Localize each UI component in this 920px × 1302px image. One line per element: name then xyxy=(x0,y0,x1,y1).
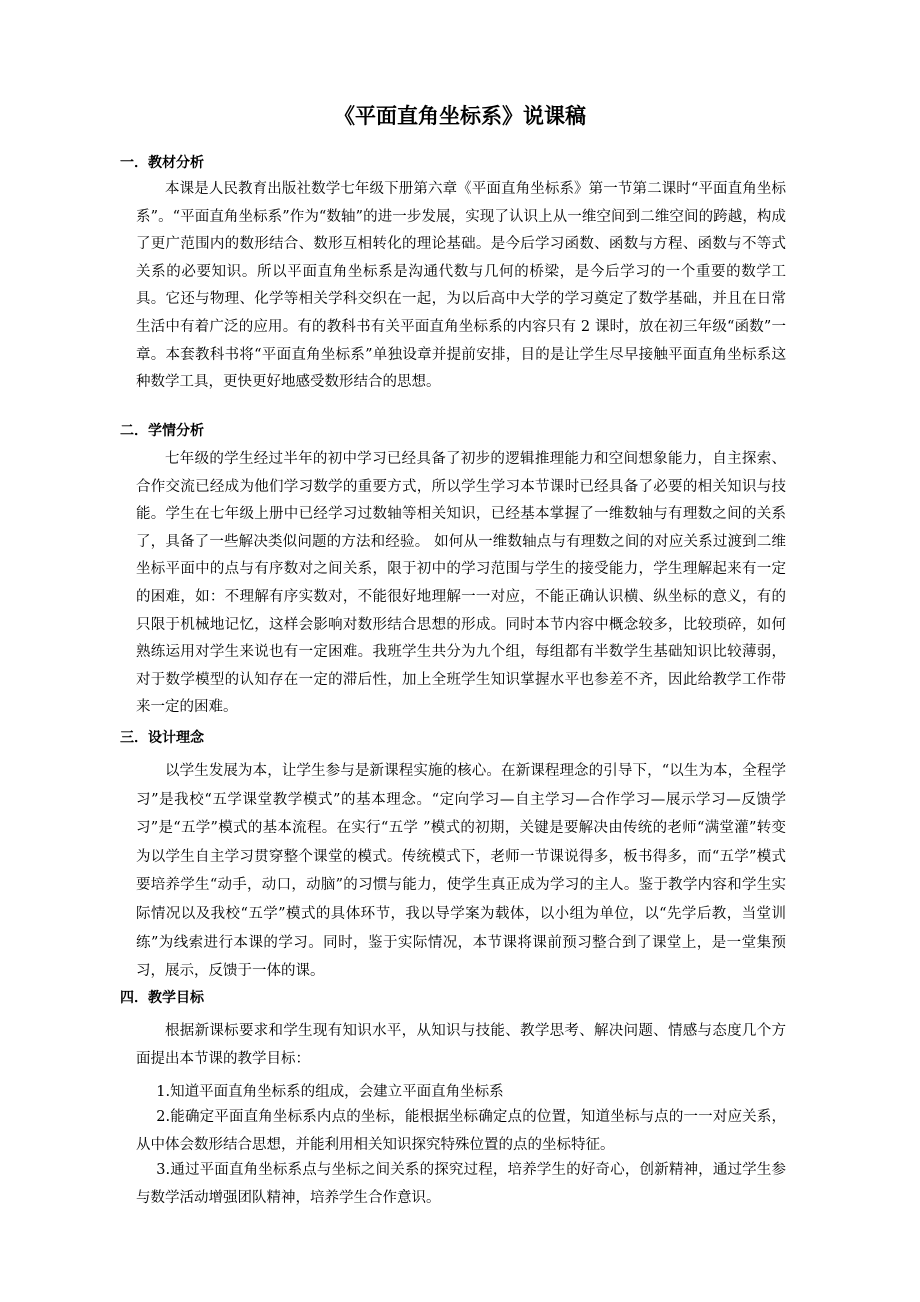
section-paragraph-4: 根据新课标要求和学生现有知识水平，从知识与技能、教学思考、解决问题、情感与态度几个方面提出本节课的教学目标： xyxy=(136,1023,786,1067)
section-paragraph-1: 本课是人民教育出版社数学七年级下册第六章《平面直角坐标系》第一节第二课时“平面直角坐标系”。“平面直角坐标系”作为“数轴”的进一步发展，实现了认识上从一维空间到二维空间的跨越，构成了更广范围内的数形结合、数形互相转化的理论基础。是今后学习函数、函数与方程、函数与不等式关系的必要知识。所以平面直角坐标系是沟通代数与几何的桥梁，是今后学习的一个重要的数学工具。它还与物理、化学等相关学科交织在一起，为以后高中大学的学习奠定了数学基础，并且在日常生活中有着广泛的应用。有的教科书有关平面直角坐标系的内容只有 2 课时，放在初三年级“函数”一章。本套教科书将“平面直角坐标系”单独设章并提前安排，目的是让学生尽早接触平面直角坐标系这种数学工具，更快更好地感受数形结合的思想。 xyxy=(136,181,786,391)
section-heading-4: 四．教学目标 xyxy=(120,990,204,1006)
section-paragraph-3: 以学生发展为本，让学生参与是新课程实施的核心。在新课程理念的引导下，“以生为本，全程学习”是我校“五学课堂教学模式”的基本理念。“定向学习—自主学习—合作学习—展示学习—反馈学习”是“五学”模式的基本流程。在实行“五学 ”模式的初期，关键是要解决由传统的老师“满堂灌”转变为以学生自主学习贯穿整个课堂的模式。传统模式下，老师一节课说得多，板书得多，而“五学”模式要培养学生“动手，动口，动脑”的习惯与能力，使学生真正成为学习的主人。鉴于教学内容和学生实际情况以及我校“五学”模式的具体环节，我以导学案为载体，以小组为单位，以“先学后教，当堂训练”为线索进行本课的学习。同时，鉴于实际情况，本节课将课前预习整合到了课堂上，是一堂集预习，展示，反馈于一体的课。 xyxy=(136,763,786,980)
objective-item: 2.能确定平面直角坐标系内点的坐标，能根据坐标确定点的位置，知道坐标与点的一一对应关系，从中体会数形结合思想，并能利用相关知识探究特殊位置的点的坐标特征。 xyxy=(136,1109,786,1153)
section-heading-3: 三．设计理念 xyxy=(120,730,204,746)
objective-item: 1.知道平面直角坐标系的组成，会建立平面直角坐标系 xyxy=(156,1084,504,1100)
section-heading-2: 二．学情分析 xyxy=(120,423,204,439)
section-heading-1: 一．教材分析 xyxy=(120,155,204,171)
objective-item: 3.通过平面直角坐标系点与坐标之间关系的探究过程，培养学生的好奇心，创新精神，通过学生参与数学活动增强团队精神，培养学生合作意识。 xyxy=(136,1162,786,1206)
document-title: 《平面直角坐标系》说课稿 xyxy=(334,104,586,128)
section-paragraph-2: 七年级的学生经过半年的初中学习已经具备了初步的逻辑推理能力和空间想象能力，自主探索、合作交流已经成为他们学习数学的重要方式，所以学生学习本节课时已经具备了必要的相关知识与技能。学生在七年级上册中已经学习过数轴等相关知识，已经基本掌握了一维数轴与有理数之间的关系了，具备了一些解决类似问题的方法和经验。 如何从一维数轴点与有理数之间的对应关系过渡到二维坐标平面中的点与有序数对之间关系，限于初中的学习范围与学生的接受能力，学生理解起来有一定的困难，如：不理解有序实数对，不能很好地理解一一对应，不能正确认识横、纵坐标的意义，有的只限于机械地记忆，这样会影响对数形结合思想的形成。同时本节内容中概念较多，比较琐碎，如何熟练运用对学生来说也有一定困难。我班学生共分为九个组，每组都有半数学生基础知识比较薄弱，对于数学模型的认知存在一定的滞后性，加上全班学生知识掌握水平也参差不齐，因此给教学工作带来一定的困难。 xyxy=(136,451,786,716)
